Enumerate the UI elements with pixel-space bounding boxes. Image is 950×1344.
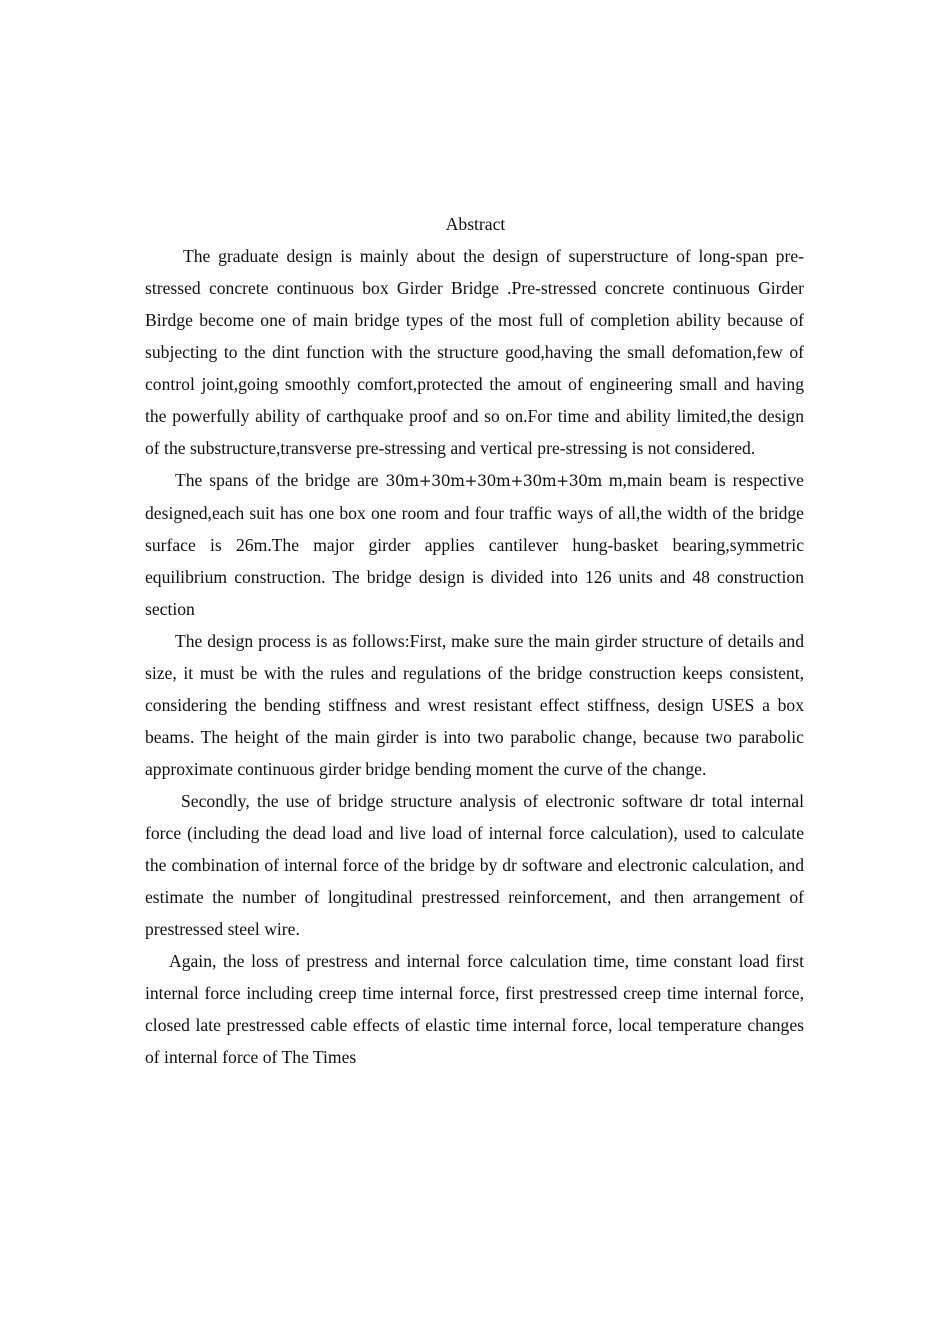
abstract-paragraph-4: Secondly, the use of bridge structure analysis of electronic software dr total internal force (including the dead load and live load of internal force calculation), used to calculate the combination of internal force of the bridge by dr software and electronic calculation, and estimate the number of longitudinal prestressed reinforcement, and then arrangement of prestressed steel wire. [145, 791, 804, 939]
span-lengths-text: 30m+30m+30m+30m+30m [385, 472, 602, 490]
abstract-paragraph-2 [145, 464, 804, 625]
abstract-paragraph-3: The design process is as follows:First, make sure the main girder structure of details and size, it must be with the rules and regulations of the bridge construction keeps consistent, considering the bending stiffness and wrest resistant effect stiffness, design USES a box beams. The height of the main girder is into two parabolic change, because two parabolic approximate continuous girder bridge bending moment the curve of the change. [145, 631, 804, 779]
paragraph-2-body-text: m,main beam is respective designed,each suit has one box one room and four traffic ways of all,the width of the bridge surface is 26m.The major girder applies cantilever hung-basket bearing,symmetric equilibrium construction. The bridge design is divided into 126 units and 48 construction section [145, 470, 804, 619]
paragraph-2-lead-text: The spans of the bridge are [175, 470, 386, 490]
document-body [145, 208, 804, 1073]
page-title: Abstract [445, 214, 506, 234]
abstract-paragraph-1: The graduate design is mainly about the design of superstructure of long-span pre-stressed concrete continuous box Girder Bridge .Pre-stressed concrete continuous Girder Birdge become one of main bridge types of the most full of completion ability because of subjecting to the dint function with the structure good,having the small defomation,few of control joint,going smoothly comfort,protected the amout of engineering small and having the powerfully ability of carthquake proof and so on.For time and ability limited,the design of the substructure,transverse pre-stressing and vertical pre-stressing is not considered. [145, 246, 804, 458]
abstract-paragraph-5: Again, the loss of prestress and internal force calculation time, time constant load first internal force including creep time internal force, first prestressed creep time internal force, closed late prestressed cable effects of elastic time internal force, local temperature changes of internal force of The Times [145, 951, 804, 1067]
